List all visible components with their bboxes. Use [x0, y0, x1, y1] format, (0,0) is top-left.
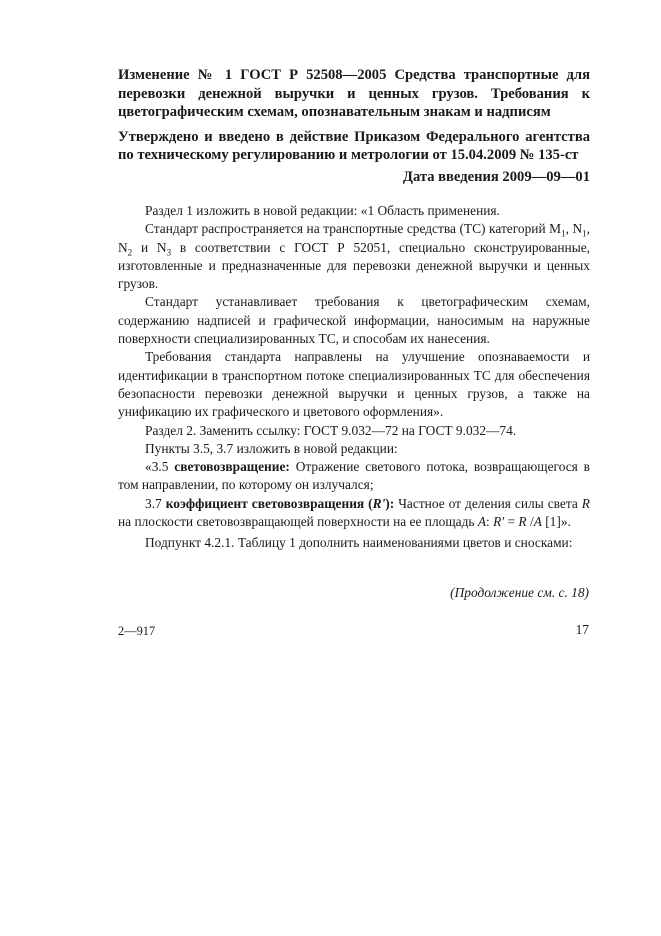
- approval-statement: Утверждено и введено в действие Приказом Федерального агентства по техническому регулированию и метрологии от 15.04.2009 № 135-ст: [118, 128, 590, 163]
- page-number: 17: [575, 622, 589, 637]
- paragraph-section-2: Раздел 2. Заменить ссылку: ГОСТ 9.032—72 на ГОСТ 9.032—74.: [145, 422, 517, 438]
- continuation-note: (Продолжение см. с. 18): [450, 585, 589, 600]
- paragraph-aims: Требования стандарта направлены на улучшение опознаваемости и идентификации в транспортном потоке специализированных ТС для обеспечения безопасности перевозки денежной выручки и ценных грузов, а также на унификацию их графического и цветового оформления».: [118, 349, 590, 420]
- paragraph-subclause-4-2-1: Подпункт 4.2.1. Таблицу 1 дополнить наименованиями цветов и сносками:: [145, 535, 573, 551]
- paragraph-section-1: Раздел 1 изложить в новой редакции: «1 Область применения.: [145, 203, 500, 218]
- document-page: [118, 66, 590, 553]
- paragraph-definition-3-7: 3.7 коэффициент световозвращения (R'): Частное от деления силы света R на плоскости световозвращающей поверхности на ее площадь A: R' = R /A [1]».: [118, 495, 590, 530]
- document-body: [118, 202, 590, 553]
- paragraph-scope: Стандарт распространяется на транспортные средства (ТС) категорий $M_1$, $N_1$, $N_2$ и $N_3$ в соответствии с ГОСТ Р 52051, специально сконструированные, изготовленные и предназначенные для перевозки денежной выручки и ценных грузов.: [118, 221, 590, 292]
- paragraph-definition-3-5: «3.5 световозвращение: Отражение светового потока, возвращающегося в том направлении, по которому он излучался;: [118, 459, 591, 493]
- document-title: Изменение № 1 ГОСТ Р 52508—2005 Средства транспортные для перевозки денежной выручки и ценных грузов. Требования к цветографическим схемам, опознавательным знакам и надписям: [118, 67, 590, 120]
- paragraph-items: Пункты 3.5, 3.7 изложить в новой редакции:: [145, 440, 398, 456]
- print-code: 2—917: [118, 624, 156, 638]
- effective-date: Дата введения 2009—09—01: [402, 168, 590, 185]
- paragraph-requirements: Стандарт устанавливает требования к цветографическим схемам, содержанию надписей и графической информации, наносимым на наружные поверхности специализированных ТС, и способам их нанесения.: [118, 294, 590, 347]
